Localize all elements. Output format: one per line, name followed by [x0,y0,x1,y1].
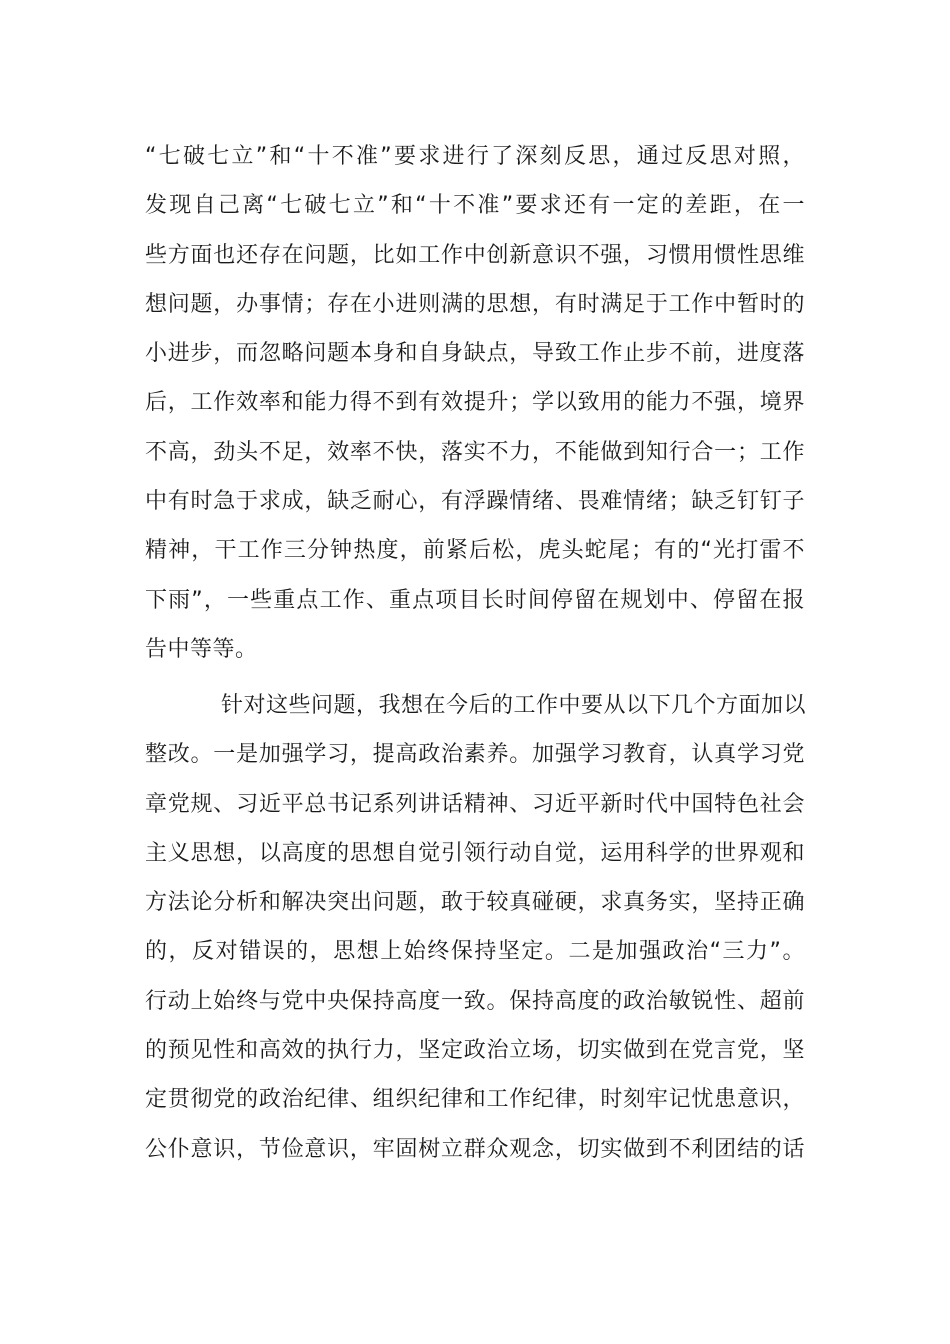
paragraph-line: 发现自己离“七破七立”和“十不准”要求还有一定的差距，在一 [145,193,805,219]
paragraph-line: 针对这些问题，我想在今后的工作中要从以下几个方面加以 [221,693,807,718]
paragraph-line: 整改。一是加强学习，提高政治素养。加强学习教育，认真学习党 [145,742,805,768]
paragraph-line: 告中等等。 [145,636,258,662]
paragraph-line: 精神，干工作三分钟热度，前紧后松，虎头蛇尾；有的“光打雷不 [145,538,805,564]
paragraph-line: 的预见性和高效的执行力，坚定政治立场，切实做到在党言党，坚 [145,1038,805,1064]
paragraph-line: 公仆意识，节俭意识，牢固树立群众观念，切实做到不利团结的话 [145,1136,805,1162]
paragraph-line: 方法论分析和解决突出问题，敢于较真碰硬，求真务实，坚持正确 [145,890,805,916]
paragraph-line: 的，反对错误的，思想上始终保持坚定。二是加强政治“三力”。 [145,939,805,965]
paragraph-line: 下雨”，一些重点工作、重点项目长时间停留在规划中、停留在报 [145,587,805,613]
paragraph-line: 定贯彻党的政治纪律、组织纪律和工作纪律，时刻牢记忧患意识， [145,1087,805,1113]
paragraph-line: 想问题，办事情；存在小进则满的思想，有时满足于工作中暂时的 [145,291,805,317]
paragraph-1 [145,132,805,674]
paragraph-line: 不高，劲头不足，效率不快，落实不力，不能做到知行合一；工作 [145,439,805,465]
paragraph-line: 章党规、习近平总书记系列讲话精神、习近平新时代中国特色社会 [145,791,805,817]
paragraph-line: 行动上始终与党中央保持高度一致。保持高度的政治敏锐性、超前 [145,988,805,1014]
paragraph-line: 小进步，而忽略问题本身和自身缺点，导致工作止步不前，进度落 [145,341,805,367]
paragraph-line: 后，工作效率和能力得不到有效提升；学以致用的能力不强，境界 [145,390,805,416]
paragraph-line: 主义思想，以高度的思想自觉引领行动自觉，运用科学的世界观和 [145,840,805,866]
paragraph-line: 些方面也还存在问题，比如工作中创新意识不强，习惯用惯性思维 [145,242,805,268]
paragraph-line: 中有时急于求成，缺乏耐心，有浮躁情绪、畏难情绪；缺乏钉钉子 [145,489,805,515]
paragraph-line: “七破七立”和“十不准”要求进行了深刻反思，通过反思对照， [145,144,805,169]
paragraph-2 [145,681,805,1174]
